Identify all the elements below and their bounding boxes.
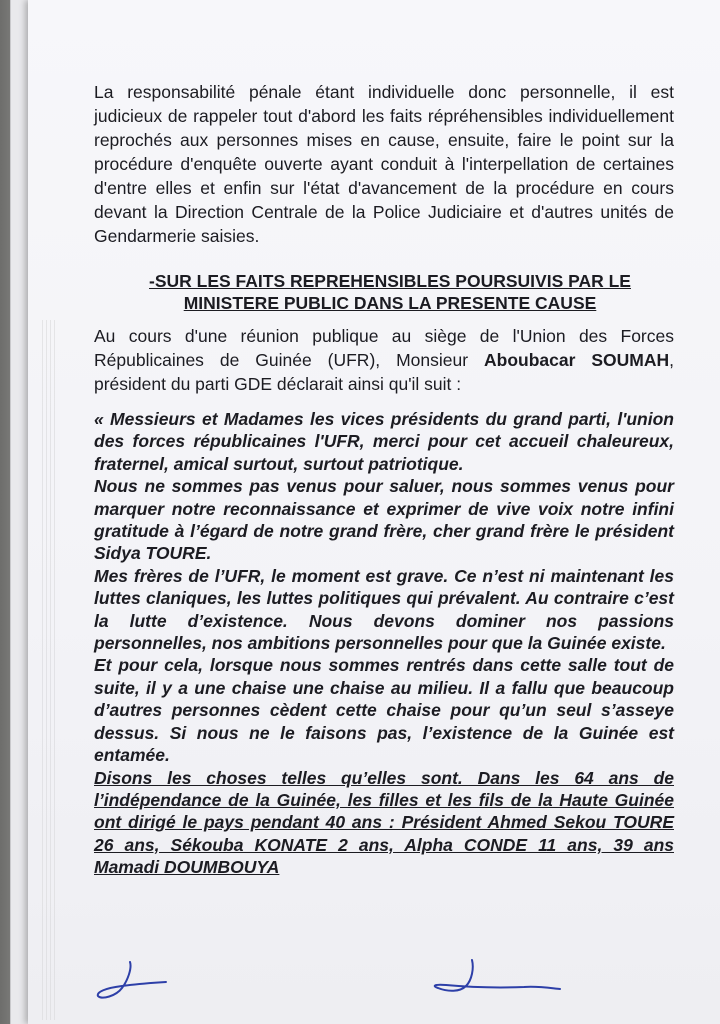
intro-paragraph: La responsabilité pénale étant individuelle donc personnelle, il est judicieux de rappeler tout d'abord les faits répréhensibles individuellement reprochés aux personnes mises en cause, ensuite, faire le point sur la procédure d'enquête ouverte ayant conduit à l'interpellation de certaines d'entre elles et enfin sur l'état d'avancement de la procédure en cours devant la Direction Centrale de la Police Judiciaire et d'autres unités de Gendarmerie saisies. [94, 82, 674, 246]
signature-initial-left [92, 958, 172, 1008]
section-heading [94, 270, 674, 314]
quote-paragraph-1: « Messieurs et Madames les vices présidents du grand parti, l'union des forces républicaines l'UFR, merci pour cet accueil chaleureux, fraternel, amical surtout, surtout patriotique. [94, 409, 674, 474]
quote-paragraph-3: Mes frères de l’UFR, le moment est grave. Ce n’est ni maintenant les luttes claniques, les luttes politiques qui prévalent. Au contraire c’est la lutte d’existence. Nous devons dominer nos passions personnelles, nos ambitions personnelles pour que la Guinée existe. [94, 565, 674, 654]
page-edge-texture [42, 320, 56, 1020]
narrative-paragraph [94, 324, 674, 396]
quote-paragraph-2: Nous ne sommes pas venus pour saluer, nous sommes venus pour marquer notre reconnaissance et exprimer de vive voix notre infini gratitude à l’égard de notre grand frère, cher grand frère le président Sidya TOURE. [94, 476, 674, 564]
signature-initial-right [428, 958, 568, 1008]
speaker-name: Aboubacar SOUMAH [484, 350, 670, 370]
narrative-text-after: , président du parti GDE déclarait ainsi qu'il suit : [94, 350, 674, 394]
section-heading-line-1: -SUR LES FAITS REPREHENSIBLES POURSUIVIS PAR LE [149, 271, 631, 291]
page-content [94, 80, 674, 879]
quote-paragraph-underlined: Disons les choses telles qu’elles sont. Dans les 64 ans de l’indépendance de la Guinée, les filles et les fils de la Haute Guinée ont dirigé le pays pendant 40 ans : Président Ahmed Sekou TOURE 26 ans, Sékouba KONATE 2 ans, Alpha CONDE 11 ans, 39 ans Mamadi DOUMBOUYA [94, 767, 674, 878]
section-heading-line-2: MINISTERE PUBLIC DANS LA PRESENTE CAUSE [183, 293, 597, 313]
quote-paragraph-4: Et pour cela, lorsque nous sommes rentrés dans cette salle tout de suite, il y a une chaise une chaise au milieu. Il a fallu que beaucoup d’autres personnes cèdent cette chaise pour qu’un seul s’asseye dessus. Si nous ne le faisons pas, l’existence de la Guinée est entamée. [94, 655, 674, 766]
narrative-text-before: Au cours d'une réunion publique au siège de l'Union des Forces Républicaines de Guinée (UFR), Monsieur [94, 326, 674, 370]
